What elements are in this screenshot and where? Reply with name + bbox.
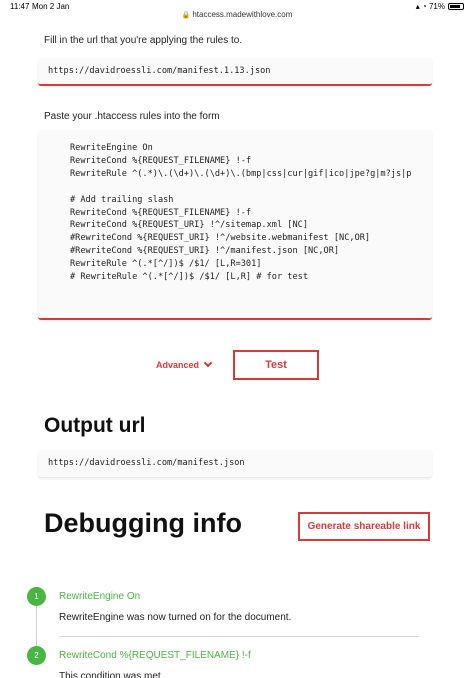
output-heading: Output url bbox=[44, 414, 146, 437]
step-number-badge: 2 bbox=[27, 646, 46, 665]
advanced-toggle[interactable] bbox=[156, 360, 211, 370]
step-description: This condition was met bbox=[59, 671, 161, 678]
chevron-down-icon bbox=[204, 359, 212, 367]
battery-icon bbox=[448, 3, 464, 10]
step-description: RewriteEngine was now turned on for the document. bbox=[59, 612, 292, 623]
rules-field-label: Paste your .htaccess rules into the form bbox=[44, 111, 220, 122]
output-url-field[interactable]: https://davidroessli.com/manifest.json bbox=[38, 450, 432, 478]
rules-textarea[interactable]: RewriteEngine On RewriteCond %{REQUEST_FILENAME} !-f RewriteRule ^(.*)\.(\d+)\.(\d+)\.(bmp|css|cur|gif|ico|jpe?g|m?js|p # Add trailing slash RewriteCond %{REQUEST_FILENAME} !-f RewriteCond %{REQUEST_URI} !^/sitemap.xml [NC] #RewriteCond %{REQUEST_URI} !^/website.webmanifest [NC,OR] #RewriteCond %{REQUEST_URI} !^/manifest.json [NC,OR] RewriteRule ^(.*[^/])$ /$1/ [L,R=301] # RewriteRule ^(.*[^/])$ /$1/ [L,R] # for test bbox=[38, 130, 432, 320]
status-date: Mon 2 Jan bbox=[32, 2, 70, 11]
url-field-label: Fill in the url that you're applying the rules to. bbox=[44, 35, 243, 46]
advanced-label: Advanced bbox=[156, 360, 200, 370]
browser-url: htaccess.madewithlove.com bbox=[192, 10, 293, 19]
debugging-heading: Debugging info bbox=[44, 508, 242, 538]
step-divider bbox=[59, 636, 419, 637]
status-text: ▴ ◔ 71% bbox=[415, 2, 445, 11]
step-title: RewriteEngine On bbox=[59, 591, 141, 602]
status-time: 11:47 bbox=[10, 2, 30, 11]
browser-url-bar[interactable] bbox=[0, 10, 474, 19]
generate-shareable-link-button[interactable]: Generate shareable link bbox=[298, 512, 430, 541]
url-input[interactable]: https://davidroessli.com/manifest.1.13.json bbox=[38, 58, 432, 86]
test-button[interactable]: Test bbox=[233, 350, 319, 380]
step-connector bbox=[36, 606, 37, 646]
step-title: RewriteCond %{REQUEST_FILENAME} !-f bbox=[59, 650, 251, 661]
lock-icon: 🔒 bbox=[181, 12, 191, 19]
step-number-badge: 1 bbox=[27, 587, 46, 606]
